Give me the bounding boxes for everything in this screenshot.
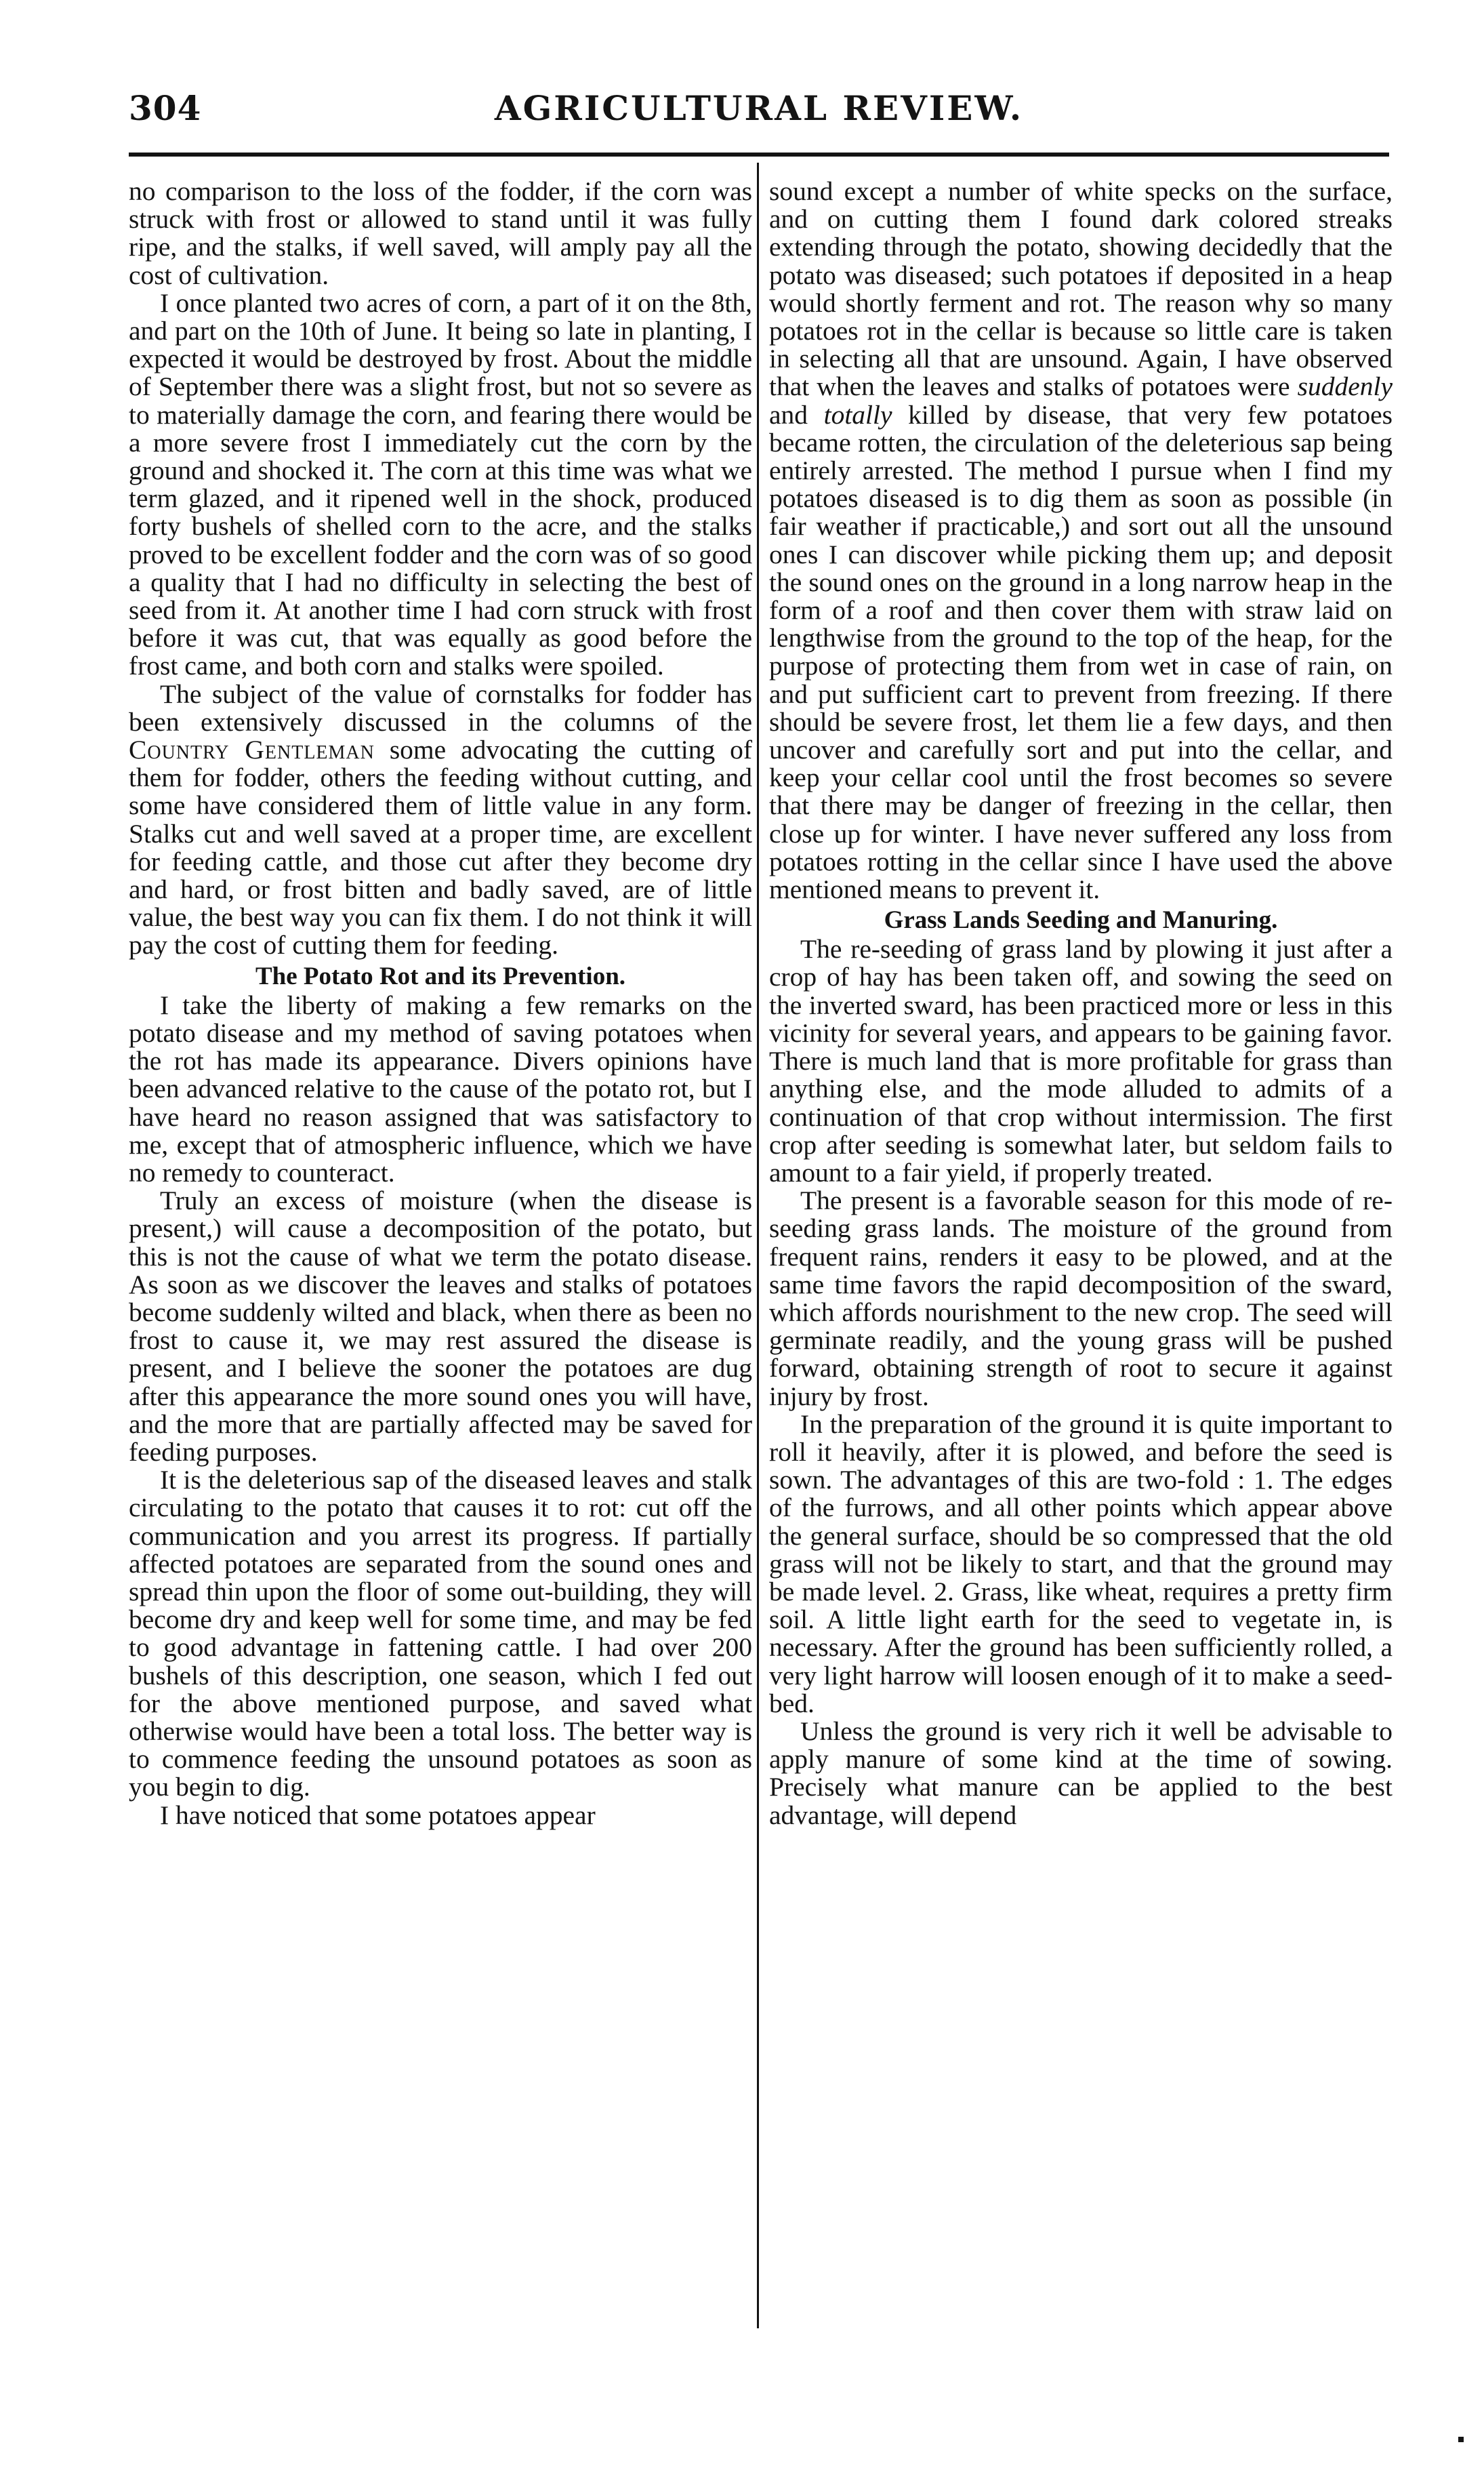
paragraph [129, 678, 753, 960]
paragraph: I have noticed that some potatoes appear [160, 1800, 596, 1830]
paragraph-text: and [769, 399, 808, 430]
emphasis: totally [823, 399, 892, 430]
paragraph: It is the deleterious sap of the diseased leaves and stalk circulating to the potato that causes it to rot: cut off the communication and you arrest its progress. If partially affected potatoes are separated from the sound ones and spread thin upon the floor of some out-building, they will become dry and keep well for some time, and may be fed to good advantage in fattening cattle. I had over 200 bushels of this description, one season, which I fed out for the above mentioned purpose, and saved what otherwise would have been a total loss. The better way is to commence feeding the unsound potatoes as soon as you begin to dig. [129, 1465, 752, 1802]
paragraph-text: The subject of the value of cornstalks for fodder has been extensively discussed in the columns of the [129, 678, 752, 737]
paragraph: The re-seeding of grass land by plowing it just after a crop of hay has been taken off, and sowing the seed on the inverted sward, has been practiced more or less in this vicinity for several years, and appears to be gaining favor. There is much land that is more profitable for grass than anything else, and the mode alluded to admits of a continuation of that crop without intermission. The first crop after seeding is somewhat later, but seldom fails to amount to a fair yield, if properly treated. [769, 934, 1393, 1188]
paragraph: In the preparation of the ground it is quite important to roll it heavily, after it is plowed, and before the seed is sown. The advantages of this are two-fold : 1. The edges of the furrows, and all other points which appear above the general surface, should be so compressed that the old grass will not be likely to start, and that the ground may be made level. 2. Grass, like wheat, requires a pretty firm soil. A little light earth for the seed to vegetate in, is necessary. After the ground has been sufficiently rolled, a very light harrow will loosen enough of it to make a seed-bed. [769, 1409, 1393, 1718]
left-column [129, 178, 752, 1829]
section-heading: Grass Lands Seeding and Manuring. [884, 906, 1278, 935]
paragraph: no comparison to the loss of the fodder, if the corn was struck with frost or allowed to stand until it was fully ripe, and the stalks, if well saved, will amply pay all the cost of cultivation. [129, 176, 752, 290]
paragraph: Unless the ground is very rich it well be advisable to apply manure of some kind at the time of sowing. Precisely what manure can be applied to the best advantage, will depend [769, 1716, 1393, 1830]
header-rule [129, 153, 1389, 157]
page-number: 304 [129, 88, 202, 128]
column-divider [757, 163, 759, 2328]
paragraph-text: some advocating the cutting of them for fodder, others the feeding without cutting, and some have considered them of little value in any form. Stalks cut and well saved at a proper time, are excellent for feeding cattle, and those cut after they become dry and hard, or frost bitten and badly saved, are of little value, the best way you can fix them. I do not think it will pay the cost of cutting them for feeding. [129, 735, 753, 960]
emphasis: suddenly [1297, 371, 1393, 402]
right-column [769, 178, 1393, 1829]
paragraph: I take the liberty of making a few remarks on the potato disease and my method of saving potatoes when the rot has made its appearance. Divers opinions have been advanced relative to the cause of the potato rot, but I have heard no reason assigned that was satisfactory to me, except that of atmospheric influence, which we have no remedy to counteract. [129, 990, 752, 1188]
paragraph: I once planted two acres of corn, a part of it on the 8th, and part on the 10th of June. It being so late in planting, I expected it would be destroyed by frost. About the middle of September there was a slight frost, but not so severe as to materially damage the corn, and fearing there would be a more severe frost I immediately cut the corn by the ground and shocked it. The corn at this time was what we term glazed, and it ripened well in the shock, produced forty bushels of shelled corn to the acre, and the stalks proved to be excellent fodder and the corn was of so good a quality that I had no difficulty in selecting the best of seed from it. At another time I had corn struck with frost before it was cut, that was equally as good before the frost came, and both corn and stalks were spoiled. [129, 287, 752, 681]
paragraph: The present is a favorable season for this mode of re-seeding grass lands. The moisture of the ground from frequent rains, renders it easy to be plowed, and at the same time favors the rapid decomposition of the sward, which affords nourishment to the new crop. The seed will germinate readily, and the young grass will be pushed forward, obtaining strength of root to secure it against injury by frost. [769, 1186, 1393, 1411]
paragraph: Truly an excess of moisture (when the disease is present,) will cause a decomposition of the potato, but this is not the cause of what we term the potato disease. As soon as we discover the leaves and stalks of potatoes become suddenly wilted and black, when there as been no frost to cause it, we may rest assured the disease is present, and I believe the sooner the potatoes are dug after this appearance the more sound ones you will have, and the more that are partially affected may be saved for feeding purposes. [129, 1186, 752, 1467]
paragraph-text: sound except a number of white specks on the surface, and on cutting them I found dark colored streaks extending through the potato, showing decidedly that the potato was diseased; such potatoes if deposited in a heap would shortly ferment and rot. The reason why so many potatoes rot in the cellar is because so little care is taken in selecting all that are unsound. Again, I have observed that when the leaves and stalks of potatoes were [769, 176, 1393, 402]
page-header [129, 88, 1389, 149]
publication-name: Country Gentleman [129, 735, 375, 765]
running-title: AGRICULTURAL REVIEW. [494, 88, 1024, 128]
section-heading: The Potato Rot and its Prevention. [255, 962, 626, 990]
stray-ink-mark [1458, 2437, 1464, 2442]
paragraph-text: killed by disease, that very few potatoes became rotten, the circulation of the deleterious sap being entirely arrested. The method I pursue when I find my potatoes diseased is to dig them as soon as possible (in fair weather if practicable,) and sort out all the unsound ones I can discover while picking them up; and deposit the sound ones on the ground in a long narrow heap in the form of a roof and then cover them with straw laid on lengthwise from the ground to the top of the heap, for the purpose of protecting them from wet in case of rain, on and put sufficient cart to prevent from freezing. If there should be severe frost, let them lie a few days, and then uncover and carefully sort and put into the cellar, and keep your cellar cool until the frost becomes so severe that there may be danger of freezing in the cellar, then close up for winter. I have never suffered any loss from potatoes rotting in the cellar since I have used the above mentioned means to prevent it. [769, 399, 1393, 905]
paragraph [769, 178, 1393, 904]
